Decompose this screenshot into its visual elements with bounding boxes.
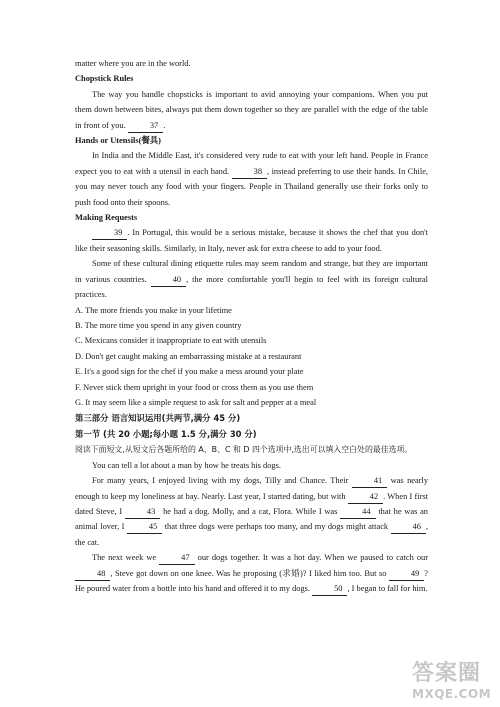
document-page xyxy=(75,56,428,596)
story-paragraph-1: For many years, I enjoyed living with my dogs, Tilly and Chance. Their 41 was nearly enough to keep my loneliness at bay. Nearly. Last year, I started dating, but with 42 . When I first dated Steve, I 43 he had a dog. Molly, and a cat, Flora. While I was 44 that he was an animal lover, I 45 that three dogs were perhaps too many, and my dogs might attack 46 , the cat. xyxy=(75,476,429,547)
paragraph-chopstick: The way you handle chopsticks is important to avid annoying your companions. When you put them down between bites, always put them down together so they are parallel with the edge of the table in front of you. 37 . xyxy=(75,87,428,133)
paragraph-continuation: matter where you are in the world. xyxy=(75,59,191,68)
blank-47[interactable]: 47 xyxy=(159,552,194,565)
option-c: C. Mexicans consider it inappropriate to eat with utensils xyxy=(75,336,267,346)
paragraph-requests: 39 . In Portugal, this would be a serious mistake, because it shows the chef that you don't like their seasoning skills. Similarly, in Italy, never ask for extra cheese to add to your food. xyxy=(75,228,428,253)
paragraph-closing: Some of these cultural dining etiquette rules may seem random and strange, but they are important in various countries. 40 , the more comfortable you'll begin to feel with its foreign cultural practices. xyxy=(75,259,428,300)
options-list xyxy=(75,303,428,411)
heading-hands-or-utensils: Hands or Utensils(餐具) xyxy=(75,136,161,146)
blank-37[interactable]: 37 xyxy=(128,120,163,133)
blank-38[interactable]: 38 xyxy=(232,166,267,179)
option-g: G. It may seem like a simple request to ask for salt and pepper at a meal xyxy=(75,397,317,407)
paragraph-hands: In India and the Middle East, it's considered very rude to eat with your left hand. People in France expect you to eat with a utensil in each hand. 38 , instead preferring to use their hands. In Chile, you may never touch any food with your fingers. People in Thailand generally use their forks only to push food onto their spoons. xyxy=(75,151,429,207)
section-instruction: 阅读下面短文,从短文后各题所给的 A、B、C 和 D 四个选项中,选出可以填入空白处的最佳选项。 xyxy=(75,445,413,455)
blank-39[interactable]: 39 xyxy=(92,227,127,240)
blank-44[interactable]: 44 xyxy=(340,506,375,519)
blank-45[interactable]: 45 xyxy=(127,521,162,534)
option-e: E. It's a good sign for the chef if you make a mess around your plate xyxy=(75,367,304,377)
blank-43[interactable]: 43 xyxy=(125,506,160,519)
watermark-logo xyxy=(412,661,496,705)
part3-title: 第三部分 语言知识运用(共两节,满分 45 分) xyxy=(75,413,241,424)
blank-40[interactable]: 40 xyxy=(151,274,186,287)
heading-chopstick-rules: Chopstick Rules xyxy=(75,74,134,84)
story-title: You can tell a lot about a man by how he treats his dogs. xyxy=(92,460,281,470)
option-d: D. Don't get caught making an embarrassing mistake at a restaurant xyxy=(75,351,302,361)
story-paragraph-2: The next week we 47 our dogs together. It was a hot day. When we paused to catch our 48 , Steve got down on one knee. Was he proposing (求婚)? I liked him too. But so 49 ? He poured water from a bottle into his hand and offered it to my dogs. 50 , I began to fall for him. xyxy=(75,550,428,596)
section1-title: 第一节 (共 20 小题;每小题 1.5 分,满分 30 分) xyxy=(75,429,257,440)
blank-46[interactable]: 46 xyxy=(391,521,426,534)
option-b: B. The more time you spend in any given country xyxy=(75,320,242,330)
heading-making-requests: Making Requests xyxy=(75,213,138,223)
watermark-url: MXQE.COM xyxy=(412,687,492,701)
blank-48[interactable]: 48 xyxy=(75,568,110,581)
blank-49[interactable]: 49 xyxy=(389,568,424,581)
watermark-mark: 答案圈 xyxy=(412,661,482,686)
option-a: A. The more friends you make in your lifetime xyxy=(75,305,232,315)
option-f: F. Never stick them upright in your food or cross them as you use them xyxy=(75,382,314,392)
blank-50[interactable]: 50 xyxy=(312,583,347,596)
blank-41[interactable]: 41 xyxy=(352,475,387,488)
blank-42[interactable]: 42 xyxy=(348,491,383,504)
